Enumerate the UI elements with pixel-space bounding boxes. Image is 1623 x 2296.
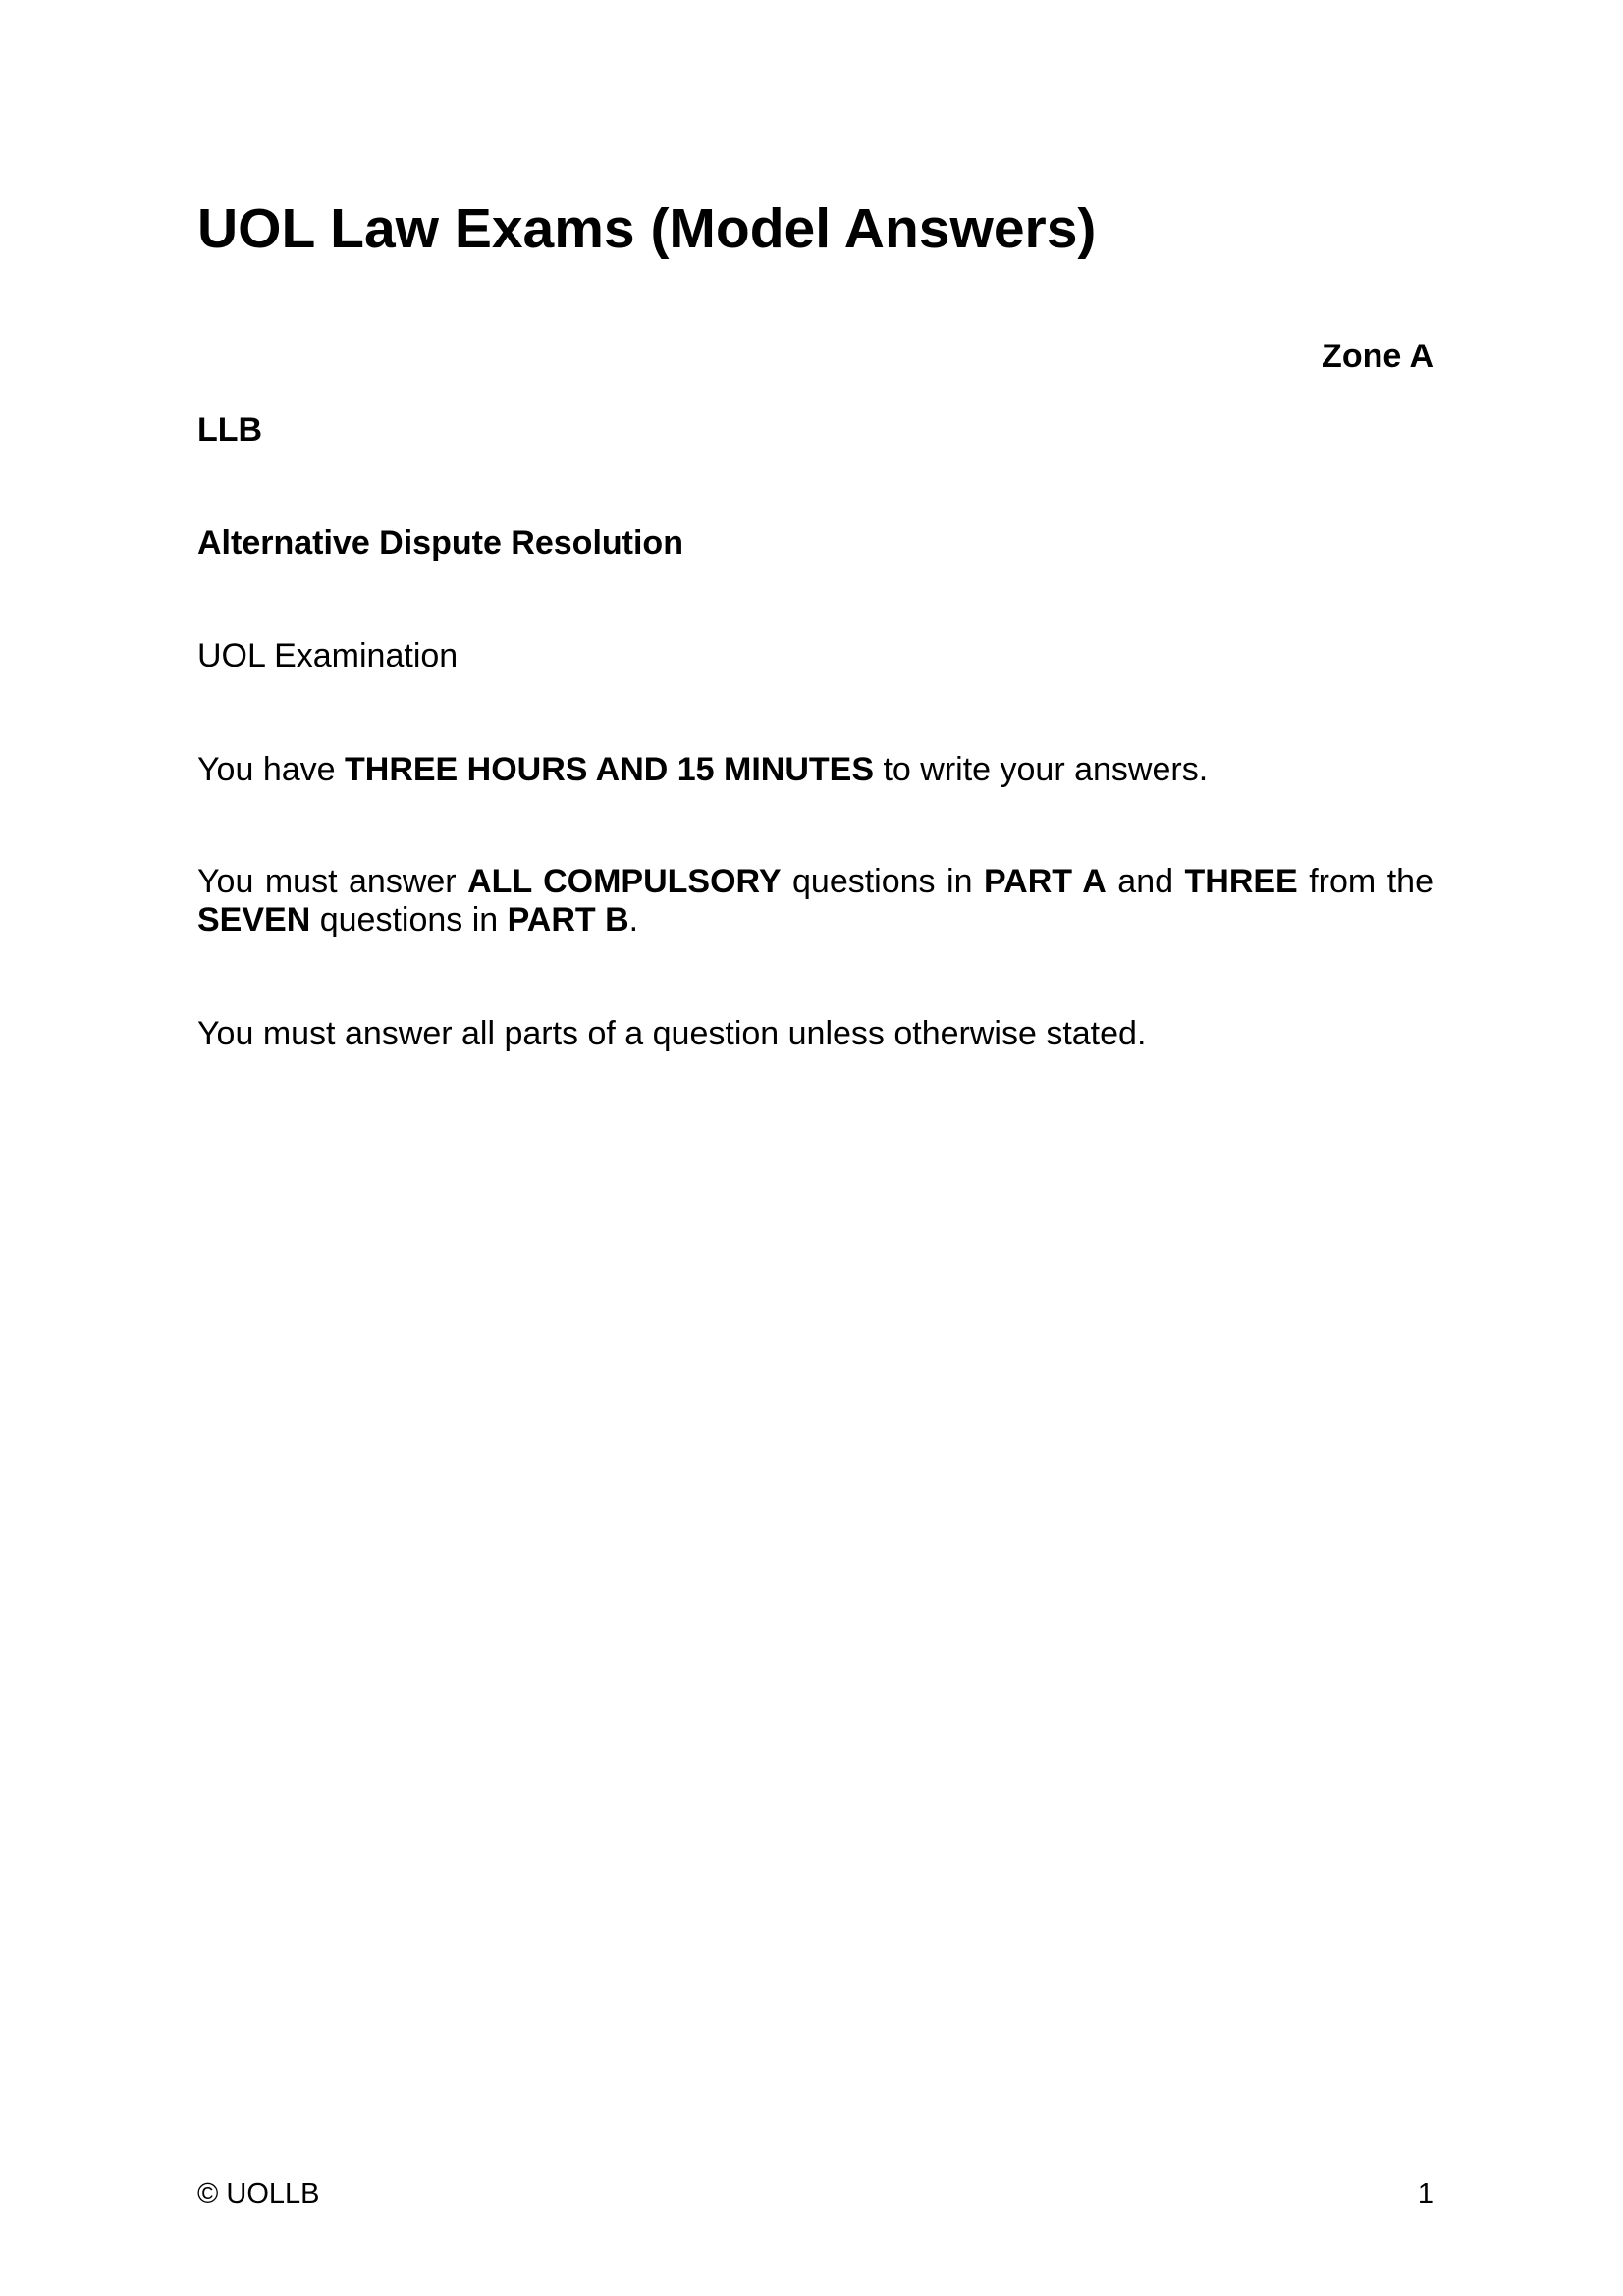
- programme-label: LLB: [197, 411, 263, 449]
- instruction-text: questions in: [310, 901, 508, 938]
- time-instruction-text: to write your answers.: [874, 751, 1209, 788]
- instruction-emphasis: SEVEN: [197, 901, 311, 938]
- instruction-text: You must answer: [197, 863, 468, 900]
- time-instruction-text: You have: [197, 751, 345, 788]
- instruction-emphasis: PART A: [983, 863, 1107, 900]
- exam-type-label: UOL Examination: [197, 637, 459, 674]
- exam-duration: THREE HOURS AND 15 MINUTES: [345, 751, 875, 788]
- footer-copyright: © UOLLB: [197, 2178, 320, 2210]
- zone-label: Zone A: [1322, 338, 1434, 375]
- time-instruction: [197, 750, 1208, 789]
- instruction-text: from the: [1297, 863, 1434, 900]
- answer-rules-instruction: [197, 863, 1434, 939]
- subject-title: Alternative Dispute Resolution: [197, 524, 683, 561]
- instruction-emphasis: ALL COMPULSORY: [467, 863, 782, 900]
- instruction-emphasis: PART B: [507, 901, 629, 938]
- page-title: UOL Law Exams (Model Answers): [197, 197, 1097, 260]
- instruction-emphasis: THREE: [1184, 863, 1298, 900]
- instruction-text: .: [628, 901, 639, 938]
- footer-page-number: 1: [1417, 2178, 1434, 2210]
- instruction-text: and: [1106, 863, 1185, 900]
- instruction-text: questions in: [781, 863, 984, 900]
- all-parts-instruction: You must answer all parts of a question unless otherwise stated.: [197, 1015, 1147, 1052]
